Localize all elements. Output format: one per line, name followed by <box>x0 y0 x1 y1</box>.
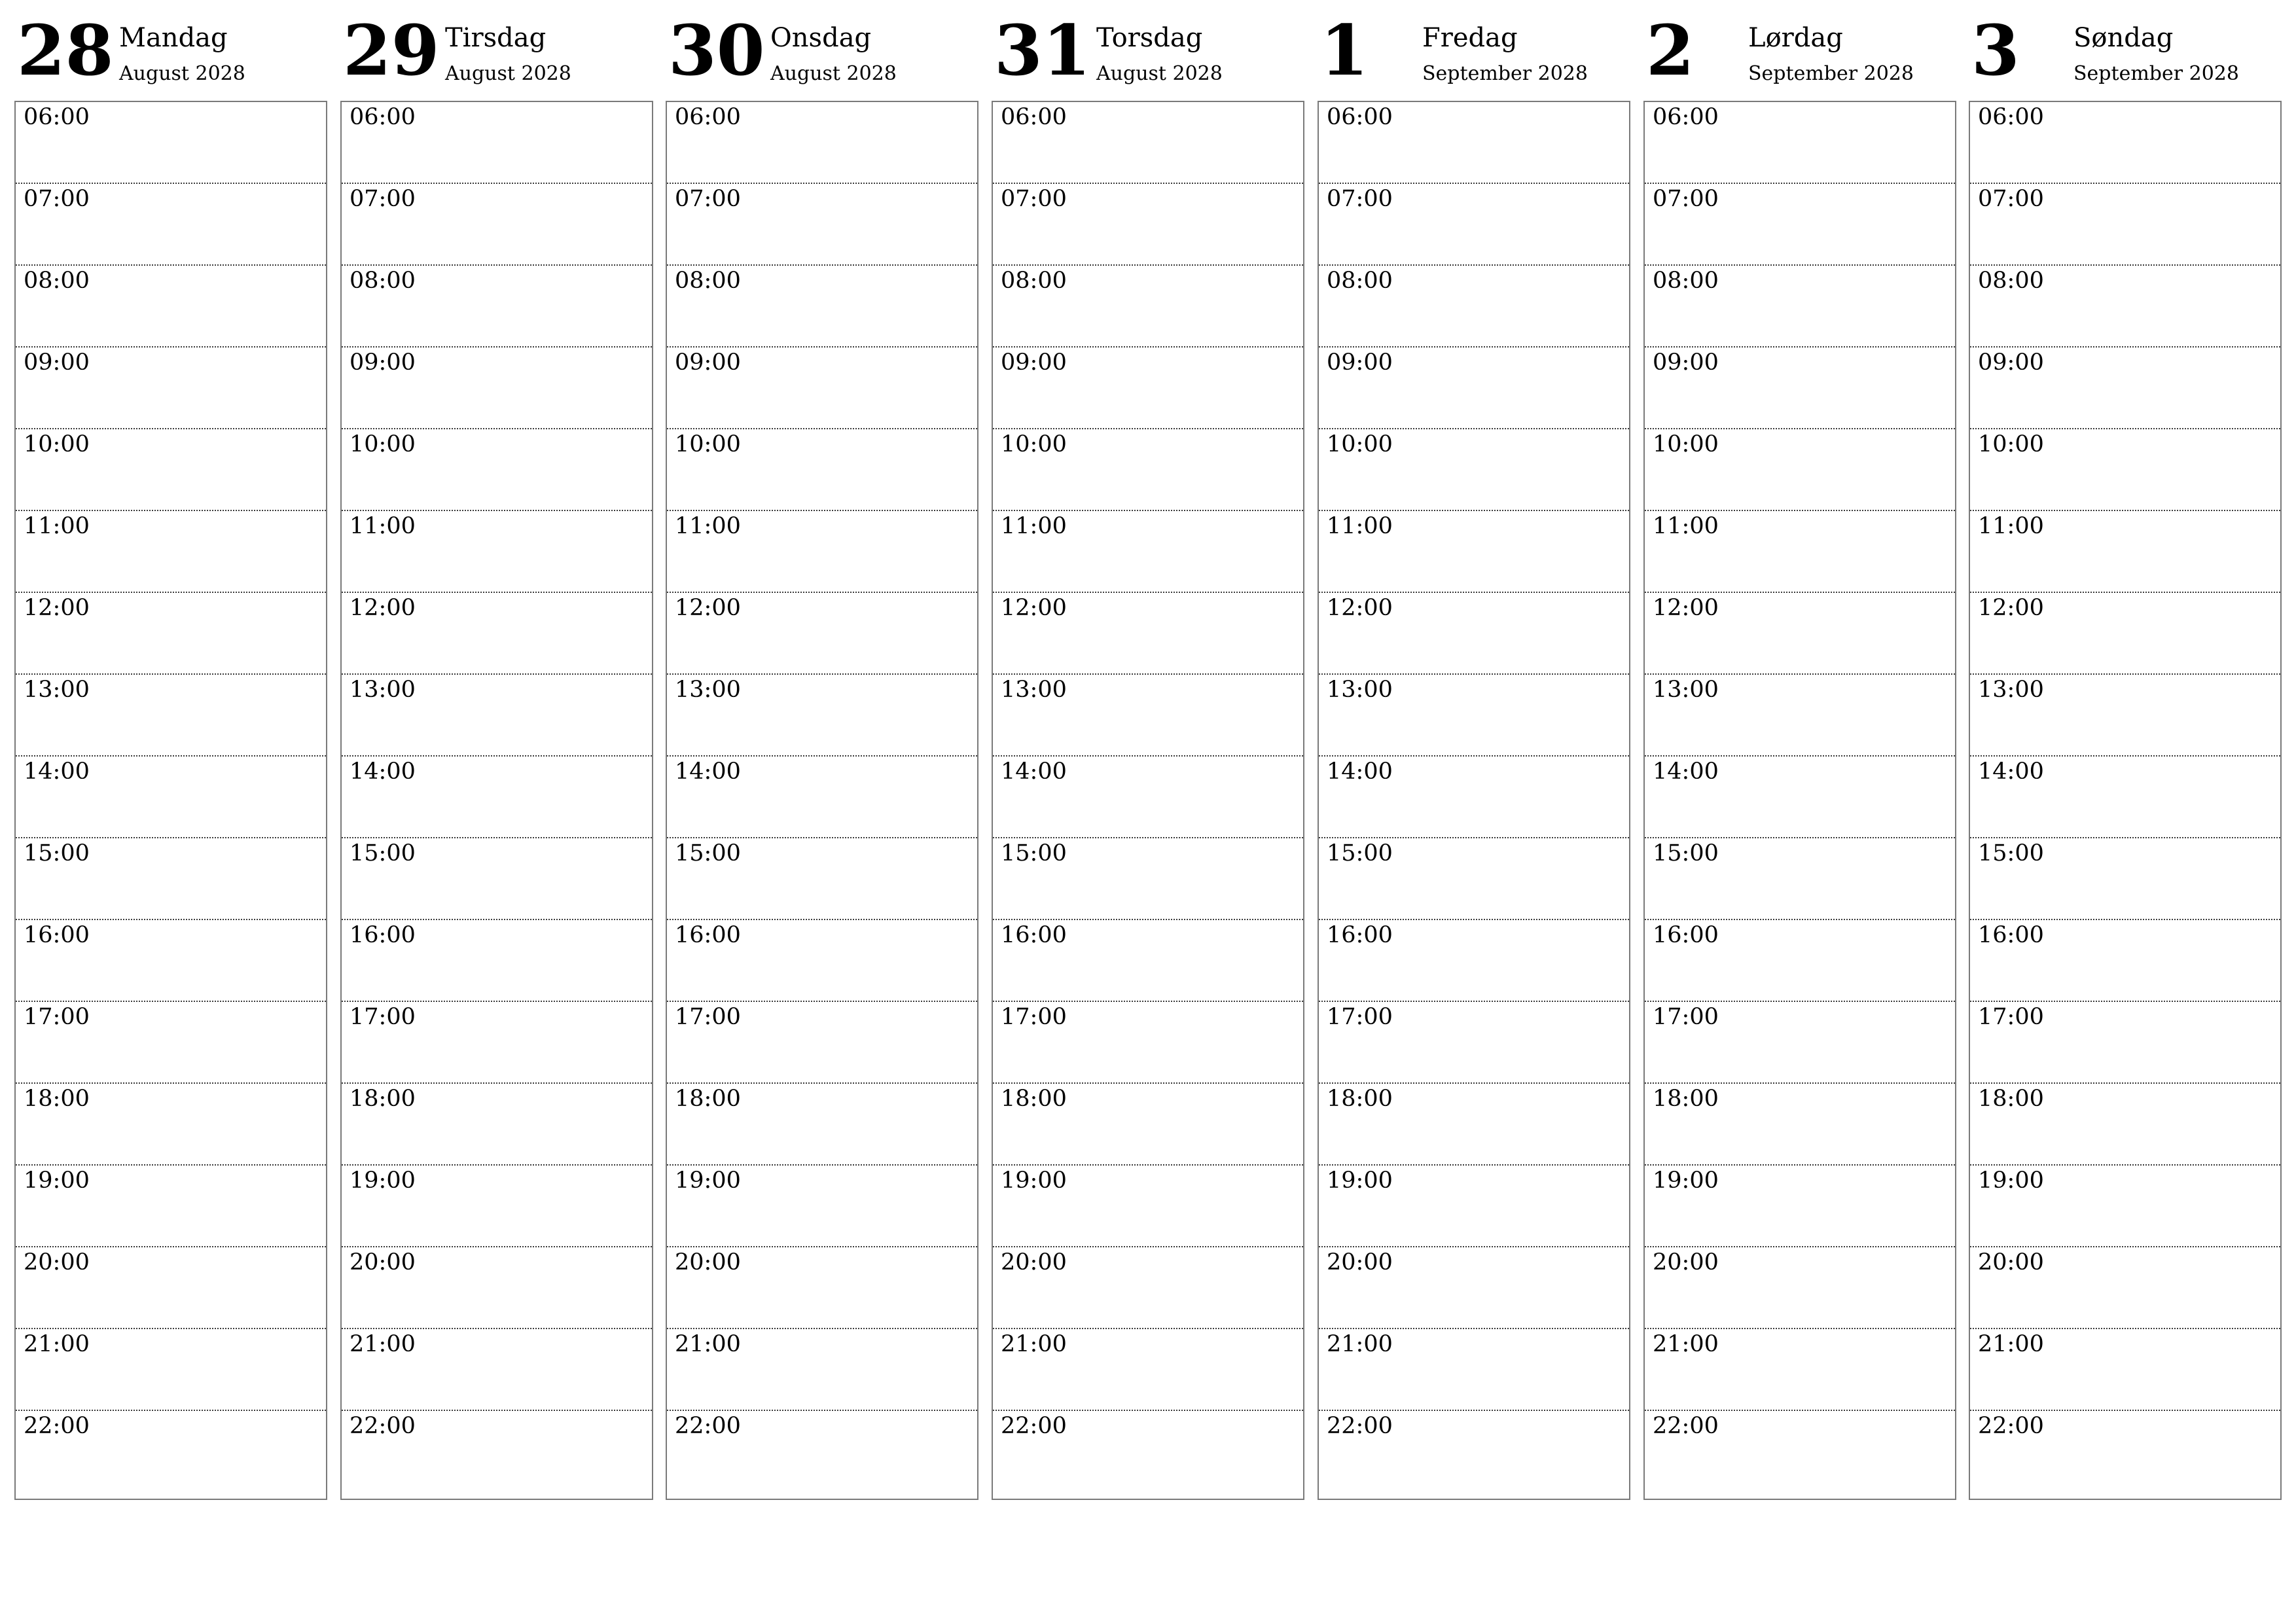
hour-slot[interactable] <box>1645 1329 1955 1411</box>
month-year: August 2028 <box>1096 62 1223 85</box>
hour-label: 06:00 <box>1001 104 1067 130</box>
hour-label: 06:00 <box>1327 104 1393 130</box>
hour-label: 09:00 <box>1327 349 1393 376</box>
day-header <box>992 0 1304 98</box>
month-year: September 2028 <box>1422 62 1588 85</box>
hour-slot[interactable] <box>1970 184 2280 266</box>
hour-label: 13:00 <box>1978 677 2044 703</box>
day-number: 30 <box>668 9 765 91</box>
hour-label: 06:00 <box>350 104 416 130</box>
hour-slot[interactable] <box>16 348 326 429</box>
hour-slot[interactable] <box>667 102 977 184</box>
hour-label: 06:00 <box>1653 104 1719 130</box>
hour-label: 11:00 <box>350 513 416 539</box>
day-column <box>1969 0 2282 1501</box>
hour-slot[interactable] <box>1645 1084 1955 1166</box>
day-column <box>1643 0 1956 1501</box>
hour-slot[interactable] <box>993 266 1303 348</box>
hour-label: 13:00 <box>24 677 90 703</box>
hour-grid <box>992 101 1304 1500</box>
hour-slot[interactable] <box>1645 920 1955 1002</box>
hour-label: 12:00 <box>1327 595 1393 621</box>
hour-grid <box>666 101 978 1500</box>
hour-slot[interactable] <box>667 266 977 348</box>
hour-slot[interactable] <box>993 184 1303 266</box>
hour-slot[interactable] <box>1645 757 1955 838</box>
hour-label: 21:00 <box>1327 1331 1393 1357</box>
hour-label: 14:00 <box>1978 758 2044 785</box>
hour-label: 08:00 <box>350 268 416 294</box>
hour-slot[interactable] <box>993 593 1303 675</box>
hour-label: 09:00 <box>1001 349 1067 376</box>
hour-slot[interactable] <box>1319 1166 1629 1247</box>
hour-label: 19:00 <box>1978 1168 2044 1194</box>
hour-slot[interactable] <box>667 757 977 838</box>
hour-slot[interactable] <box>342 184 652 266</box>
weekday-name: Søndag <box>2073 23 2174 53</box>
hour-slot[interactable] <box>1970 1247 2280 1329</box>
hour-slot[interactable] <box>1970 102 2280 184</box>
hour-label: 16:00 <box>1653 922 1719 948</box>
hour-label: 18:00 <box>24 1086 90 1112</box>
hour-label: 21:00 <box>1653 1331 1719 1357</box>
hour-slot[interactable] <box>1970 1002 2280 1084</box>
hour-slot[interactable] <box>16 1247 326 1329</box>
hour-label: 09:00 <box>1653 349 1719 376</box>
hour-slot[interactable] <box>993 838 1303 920</box>
hour-slot[interactable] <box>993 920 1303 1002</box>
hour-label: 10:00 <box>1327 431 1393 457</box>
hour-slot[interactable] <box>993 1002 1303 1084</box>
hour-grid <box>1318 101 1630 1500</box>
hour-label: 09:00 <box>24 349 90 376</box>
hour-label: 18:00 <box>1978 1086 2044 1112</box>
hour-label: 20:00 <box>1653 1249 1719 1275</box>
day-header <box>340 0 653 98</box>
hour-label: 14:00 <box>24 758 90 785</box>
hour-label: 22:00 <box>1978 1413 2044 1439</box>
hour-label: 17:00 <box>1978 1004 2044 1030</box>
hour-label: 17:00 <box>675 1004 741 1030</box>
hour-slot[interactable] <box>16 675 326 757</box>
hour-slot[interactable] <box>667 593 977 675</box>
hour-slot[interactable] <box>342 348 652 429</box>
hour-slot[interactable] <box>993 1166 1303 1247</box>
hour-label: 21:00 <box>350 1331 416 1357</box>
hour-slot[interactable] <box>667 1084 977 1166</box>
hour-label: 17:00 <box>24 1004 90 1030</box>
hour-label: 07:00 <box>1978 186 2044 212</box>
month-year: August 2028 <box>445 62 571 85</box>
hour-slot[interactable] <box>1970 429 2280 511</box>
hour-label: 18:00 <box>1653 1086 1719 1112</box>
hour-label: 21:00 <box>1978 1331 2044 1357</box>
hour-slot[interactable] <box>342 1247 652 1329</box>
hour-slot[interactable] <box>1319 1329 1629 1411</box>
hour-label: 15:00 <box>675 840 741 866</box>
hour-grid <box>1643 101 1956 1500</box>
hour-label: 10:00 <box>350 431 416 457</box>
weekday-name: Onsdag <box>770 23 872 53</box>
hour-label: 13:00 <box>1653 677 1719 703</box>
day-column <box>14 0 327 1501</box>
hour-slot[interactable] <box>1645 593 1955 675</box>
hour-slot[interactable] <box>16 593 326 675</box>
hour-label: 12:00 <box>350 595 416 621</box>
hour-label: 06:00 <box>1978 104 2044 130</box>
hour-slot[interactable] <box>16 757 326 838</box>
hour-label: 07:00 <box>24 186 90 212</box>
hour-slot[interactable] <box>667 1247 977 1329</box>
hour-label: 13:00 <box>1001 677 1067 703</box>
hour-slot[interactable] <box>1319 757 1629 838</box>
hour-label: 15:00 <box>1978 840 2044 866</box>
hour-slot[interactable] <box>16 1329 326 1411</box>
day-number: 31 <box>994 9 1091 91</box>
hour-slot[interactable] <box>993 1247 1303 1329</box>
hour-label: 19:00 <box>1653 1168 1719 1194</box>
hour-slot[interactable] <box>16 838 326 920</box>
hour-label: 20:00 <box>675 1249 741 1275</box>
hour-slot[interactable] <box>1645 1411 1955 1493</box>
hour-slot[interactable] <box>993 429 1303 511</box>
hour-slot[interactable] <box>993 1084 1303 1166</box>
hour-label: 16:00 <box>1327 922 1393 948</box>
hour-label: 08:00 <box>1001 268 1067 294</box>
hour-slot[interactable] <box>993 102 1303 184</box>
hour-label: 10:00 <box>1653 431 1719 457</box>
hour-label: 15:00 <box>1653 840 1719 866</box>
hour-label: 15:00 <box>350 840 416 866</box>
hour-slot[interactable] <box>16 1411 326 1493</box>
day-number: 1 <box>1320 9 1369 91</box>
hour-slot[interactable] <box>342 1002 652 1084</box>
hour-slot[interactable] <box>1645 429 1955 511</box>
hour-slot[interactable] <box>667 920 977 1002</box>
hour-slot[interactable] <box>993 511 1303 593</box>
hour-slot[interactable] <box>667 511 977 593</box>
hour-slot[interactable] <box>1645 348 1955 429</box>
hour-slot[interactable] <box>1319 1002 1629 1084</box>
hour-slot[interactable] <box>1970 920 2280 1002</box>
weekday-name: Torsdag <box>1096 23 1203 53</box>
hour-label: 11:00 <box>24 513 90 539</box>
hour-label: 13:00 <box>1327 677 1393 703</box>
hour-label: 22:00 <box>24 1413 90 1439</box>
day-header <box>1318 0 1630 98</box>
hour-label: 21:00 <box>675 1331 741 1357</box>
hour-label: 06:00 <box>24 104 90 130</box>
hour-label: 19:00 <box>1001 1168 1067 1194</box>
hour-slot[interactable] <box>342 1411 652 1493</box>
hour-slot[interactable] <box>1645 184 1955 266</box>
day-number: 29 <box>343 9 440 91</box>
hour-slot[interactable] <box>1970 1166 2280 1247</box>
hour-slot[interactable] <box>342 429 652 511</box>
hour-slot[interactable] <box>1645 102 1955 184</box>
hour-label: 16:00 <box>1978 922 2044 948</box>
hour-slot[interactable] <box>667 1411 977 1493</box>
hour-label: 08:00 <box>1327 268 1393 294</box>
hour-label: 14:00 <box>1001 758 1067 785</box>
hour-slot[interactable] <box>993 348 1303 429</box>
hour-slot[interactable] <box>1319 1084 1629 1166</box>
day-header <box>1969 0 2282 98</box>
hour-slot[interactable] <box>16 920 326 1002</box>
hour-label: 06:00 <box>675 104 741 130</box>
hour-label: 16:00 <box>350 922 416 948</box>
day-column <box>1318 0 1630 1501</box>
hour-label: 14:00 <box>1653 758 1719 785</box>
hour-label: 12:00 <box>1001 595 1067 621</box>
hour-slot[interactable] <box>1319 348 1629 429</box>
hour-slot[interactable] <box>1319 429 1629 511</box>
hour-label: 07:00 <box>675 186 741 212</box>
hour-label: 16:00 <box>675 922 741 948</box>
hour-slot[interactable] <box>1970 675 2280 757</box>
hour-slot[interactable] <box>1970 348 2280 429</box>
hour-label: 11:00 <box>1978 513 2044 539</box>
hour-slot[interactable] <box>1970 593 2280 675</box>
hour-slot[interactable] <box>16 1166 326 1247</box>
hour-label: 08:00 <box>24 268 90 294</box>
hour-label: 19:00 <box>350 1168 416 1194</box>
hour-slot[interactable] <box>1970 838 2280 920</box>
month-year: September 2028 <box>2073 62 2239 85</box>
hour-slot[interactable] <box>1319 675 1629 757</box>
hour-label: 08:00 <box>1653 268 1719 294</box>
hour-slot[interactable] <box>342 1084 652 1166</box>
hour-slot[interactable] <box>1645 838 1955 920</box>
day-column <box>340 0 653 1501</box>
hour-label: 22:00 <box>350 1413 416 1439</box>
hour-label: 16:00 <box>1001 922 1067 948</box>
hour-slot[interactable] <box>342 266 652 348</box>
hour-slot[interactable] <box>993 1329 1303 1411</box>
hour-label: 07:00 <box>1001 186 1067 212</box>
hour-slot[interactable] <box>667 838 977 920</box>
hour-label: 12:00 <box>675 595 741 621</box>
day-header <box>666 0 978 98</box>
hour-label: 22:00 <box>1001 1413 1067 1439</box>
hour-label: 13:00 <box>675 677 741 703</box>
day-header <box>14 0 327 98</box>
hour-label: 10:00 <box>1978 431 2044 457</box>
day-number: 2 <box>1646 9 1695 91</box>
hour-grid <box>340 101 653 1500</box>
hour-label: 11:00 <box>675 513 741 539</box>
day-header <box>1643 0 1956 98</box>
hour-slot[interactable] <box>342 675 652 757</box>
day-number: 3 <box>1971 9 2020 91</box>
hour-label: 10:00 <box>675 431 741 457</box>
hour-slot[interactable] <box>342 838 652 920</box>
hour-slot[interactable] <box>342 102 652 184</box>
hour-label: 18:00 <box>350 1086 416 1112</box>
hour-grid <box>1969 101 2282 1500</box>
hour-slot[interactable] <box>16 102 326 184</box>
hour-slot[interactable] <box>1970 266 2280 348</box>
hour-slot[interactable] <box>1319 102 1629 184</box>
month-year: August 2028 <box>770 62 897 85</box>
hour-slot[interactable] <box>1319 1247 1629 1329</box>
hour-slot[interactable] <box>342 511 652 593</box>
hour-slot[interactable] <box>667 1002 977 1084</box>
hour-slot[interactable] <box>342 757 652 838</box>
hour-slot[interactable] <box>342 920 652 1002</box>
hour-slot[interactable] <box>1319 593 1629 675</box>
hour-label: 22:00 <box>675 1413 741 1439</box>
hour-label: 07:00 <box>350 186 416 212</box>
hour-slot[interactable] <box>1319 184 1629 266</box>
hour-slot[interactable] <box>1319 920 1629 1002</box>
hour-slot[interactable] <box>993 1411 1303 1493</box>
hour-label: 16:00 <box>24 922 90 948</box>
hour-slot[interactable] <box>1970 1411 2280 1493</box>
hour-slot[interactable] <box>342 1166 652 1247</box>
hour-slot[interactable] <box>1970 757 2280 838</box>
hour-label: 15:00 <box>1327 840 1393 866</box>
hour-label: 08:00 <box>1978 268 2044 294</box>
hour-slot[interactable] <box>1645 675 1955 757</box>
hour-label: 22:00 <box>1327 1413 1393 1439</box>
weekday-name: Fredag <box>1422 23 1518 53</box>
day-column <box>992 0 1304 1501</box>
day-number: 28 <box>17 9 114 91</box>
month-year: September 2028 <box>1748 62 1914 85</box>
hour-label: 10:00 <box>1001 431 1067 457</box>
hour-grid <box>14 101 327 1500</box>
hour-label: 12:00 <box>1978 595 2044 621</box>
hour-slot[interactable] <box>1319 838 1629 920</box>
hour-label: 14:00 <box>675 758 741 785</box>
weekday-name: Mandag <box>119 23 228 53</box>
hour-slot[interactable] <box>16 1084 326 1166</box>
hour-label: 21:00 <box>1001 1331 1067 1357</box>
hour-slot[interactable] <box>667 348 977 429</box>
hour-label: 11:00 <box>1653 513 1719 539</box>
hour-label: 20:00 <box>1327 1249 1393 1275</box>
hour-label: 09:00 <box>675 349 741 376</box>
hour-label: 08:00 <box>675 268 741 294</box>
hour-label: 19:00 <box>1327 1168 1393 1194</box>
hour-label: 20:00 <box>350 1249 416 1275</box>
hour-slot[interactable] <box>1970 511 2280 593</box>
hour-slot[interactable] <box>16 1002 326 1084</box>
hour-label: 17:00 <box>1001 1004 1067 1030</box>
hour-label: 21:00 <box>24 1331 90 1357</box>
hour-label: 12:00 <box>1653 595 1719 621</box>
hour-label: 19:00 <box>675 1168 741 1194</box>
hour-label: 20:00 <box>1978 1249 2044 1275</box>
hour-label: 18:00 <box>1327 1086 1393 1112</box>
hour-label: 20:00 <box>1001 1249 1067 1275</box>
hour-label: 14:00 <box>1327 758 1393 785</box>
hour-slot[interactable] <box>993 757 1303 838</box>
hour-slot[interactable] <box>342 593 652 675</box>
hour-slot[interactable] <box>667 1166 977 1247</box>
hour-label: 10:00 <box>24 431 90 457</box>
hour-slot[interactable] <box>16 429 326 511</box>
hour-label: 15:00 <box>1001 840 1067 866</box>
hour-label: 09:00 <box>1978 349 2044 376</box>
hour-slot[interactable] <box>667 675 977 757</box>
hour-label: 11:00 <box>1001 513 1067 539</box>
hour-slot[interactable] <box>1319 511 1629 593</box>
hour-label: 20:00 <box>24 1249 90 1275</box>
hour-label: 17:00 <box>350 1004 416 1030</box>
hour-slot[interactable] <box>16 184 326 266</box>
hour-slot[interactable] <box>1970 1329 2280 1411</box>
hour-slot[interactable] <box>1645 1247 1955 1329</box>
day-column <box>666 0 978 1501</box>
hour-label: 07:00 <box>1653 186 1719 212</box>
hour-slot[interactable] <box>667 184 977 266</box>
hour-label: 09:00 <box>350 349 416 376</box>
hour-label: 17:00 <box>1327 1004 1393 1030</box>
hour-slot[interactable] <box>16 266 326 348</box>
weekday-name: Lørdag <box>1748 23 1843 53</box>
hour-label: 07:00 <box>1327 186 1393 212</box>
hour-slot[interactable] <box>1970 1084 2280 1166</box>
hour-label: 19:00 <box>24 1168 90 1194</box>
hour-slot[interactable] <box>1645 1166 1955 1247</box>
hour-label: 18:00 <box>1001 1086 1067 1112</box>
hour-slot[interactable] <box>1645 511 1955 593</box>
hour-label: 13:00 <box>350 677 416 703</box>
hour-slot[interactable] <box>667 1329 977 1411</box>
hour-label: 12:00 <box>24 595 90 621</box>
hour-label: 11:00 <box>1327 513 1393 539</box>
hour-label: 15:00 <box>24 840 90 866</box>
hour-slot[interactable] <box>342 1329 652 1411</box>
hour-slot[interactable] <box>1645 1002 1955 1084</box>
hour-slot[interactable] <box>993 675 1303 757</box>
hour-label: 14:00 <box>350 758 416 785</box>
hour-slot[interactable] <box>1319 1411 1629 1493</box>
hour-slot[interactable] <box>1645 266 1955 348</box>
hour-label: 18:00 <box>675 1086 741 1112</box>
hour-slot[interactable] <box>667 429 977 511</box>
hour-slot[interactable] <box>1319 266 1629 348</box>
hour-label: 17:00 <box>1653 1004 1719 1030</box>
month-year: August 2028 <box>119 62 245 85</box>
hour-slot[interactable] <box>16 511 326 593</box>
weekday-name: Tirsdag <box>445 23 547 53</box>
hour-label: 22:00 <box>1653 1413 1719 1439</box>
